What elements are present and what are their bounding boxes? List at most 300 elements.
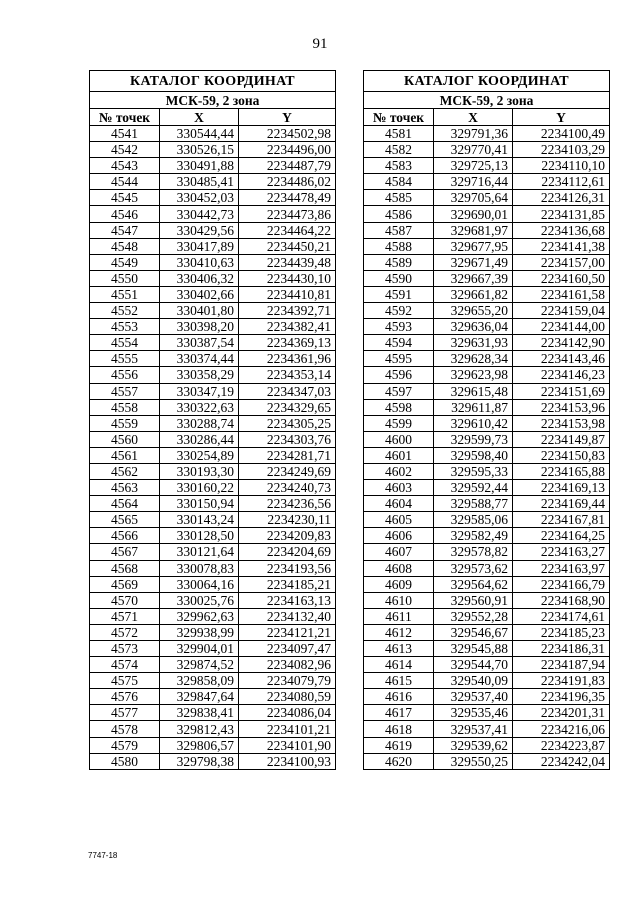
y-coordinate: 2234196,35 xyxy=(513,689,610,705)
point-number: 4552 xyxy=(90,303,160,319)
table-row xyxy=(90,737,336,753)
x-coordinate: 329592,44 xyxy=(434,480,513,496)
x-coordinate: 330387,54 xyxy=(160,335,239,351)
y-coordinate: 2234082,96 xyxy=(239,657,336,673)
x-coordinate: 330128,50 xyxy=(160,528,239,544)
x-coordinate: 329540,09 xyxy=(434,673,513,689)
y-coordinate: 2234410,81 xyxy=(239,286,336,302)
point-number: 4619 xyxy=(364,737,434,753)
table-row xyxy=(364,303,610,319)
table-row xyxy=(364,190,610,206)
table-row xyxy=(90,463,336,479)
x-coordinate: 330322,63 xyxy=(160,399,239,415)
x-coordinate: 329677,95 xyxy=(434,238,513,254)
y-coordinate: 2234101,90 xyxy=(239,737,336,753)
x-coordinate: 329716,44 xyxy=(434,174,513,190)
point-number: 4562 xyxy=(90,463,160,479)
x-coordinate: 329705,64 xyxy=(434,190,513,206)
x-coordinate: 330078,83 xyxy=(160,560,239,576)
column-header-point: № точек xyxy=(364,109,434,126)
point-number: 4558 xyxy=(90,399,160,415)
y-coordinate: 2234161,58 xyxy=(513,286,610,302)
table-row xyxy=(364,126,610,142)
point-number: 4596 xyxy=(364,367,434,383)
y-coordinate: 2234163,97 xyxy=(513,560,610,576)
table-row xyxy=(90,721,336,737)
y-coordinate: 2234112,61 xyxy=(513,174,610,190)
y-coordinate: 2234159,04 xyxy=(513,303,610,319)
point-number: 4616 xyxy=(364,689,434,705)
point-number: 4583 xyxy=(364,158,434,174)
y-coordinate: 2234201,31 xyxy=(513,705,610,721)
table-row xyxy=(90,206,336,222)
point-number: 4575 xyxy=(90,673,160,689)
y-coordinate: 2234186,31 xyxy=(513,641,610,657)
table-row xyxy=(90,528,336,544)
point-number: 4564 xyxy=(90,496,160,512)
table-row xyxy=(364,512,610,528)
y-coordinate: 2234160,50 xyxy=(513,270,610,286)
point-number: 4620 xyxy=(364,753,434,769)
x-coordinate: 329544,70 xyxy=(434,657,513,673)
y-coordinate: 2234164,25 xyxy=(513,528,610,544)
table-row xyxy=(90,286,336,302)
page-number: 91 xyxy=(312,36,328,52)
x-coordinate: 329535,46 xyxy=(434,705,513,721)
table-row xyxy=(364,254,610,270)
y-coordinate: 2234136,68 xyxy=(513,222,610,238)
table-row xyxy=(90,576,336,592)
point-number: 4551 xyxy=(90,286,160,302)
y-coordinate: 2234486,02 xyxy=(239,174,336,190)
point-number: 4549 xyxy=(90,254,160,270)
point-number: 4580 xyxy=(90,753,160,769)
x-coordinate: 329598,40 xyxy=(434,447,513,463)
point-number: 4600 xyxy=(364,431,434,447)
table-row xyxy=(364,174,610,190)
y-coordinate: 2234121,21 xyxy=(239,624,336,640)
column-header-y: Y xyxy=(513,109,610,126)
point-number: 4606 xyxy=(364,528,434,544)
point-number: 4612 xyxy=(364,624,434,640)
table-row xyxy=(364,528,610,544)
y-coordinate: 2234240,73 xyxy=(239,480,336,496)
table-row xyxy=(364,286,610,302)
y-coordinate: 2234502,98 xyxy=(239,126,336,142)
point-number: 4559 xyxy=(90,415,160,431)
point-number: 4590 xyxy=(364,270,434,286)
point-number: 4576 xyxy=(90,689,160,705)
x-coordinate: 330025,76 xyxy=(160,592,239,608)
x-coordinate: 329539,62 xyxy=(434,737,513,753)
point-number: 4597 xyxy=(364,383,434,399)
y-coordinate: 2234216,06 xyxy=(513,721,610,737)
y-coordinate: 2234100,49 xyxy=(513,126,610,142)
table-row xyxy=(364,560,610,576)
x-coordinate: 329623,98 xyxy=(434,367,513,383)
y-coordinate: 2234369,13 xyxy=(239,335,336,351)
y-coordinate: 2234496,00 xyxy=(239,142,336,158)
x-coordinate: 330402,66 xyxy=(160,286,239,302)
table-row xyxy=(364,335,610,351)
point-number: 4557 xyxy=(90,383,160,399)
catalog-title: КАТАЛОГ КООРДИНАТ xyxy=(364,71,610,92)
y-coordinate: 2234353,14 xyxy=(239,367,336,383)
x-coordinate: 330286,44 xyxy=(160,431,239,447)
table-row xyxy=(90,512,336,528)
y-coordinate: 2234464,22 xyxy=(239,222,336,238)
point-number: 4565 xyxy=(90,512,160,528)
table-row xyxy=(364,624,610,640)
point-number: 4591 xyxy=(364,286,434,302)
x-coordinate: 329578,82 xyxy=(434,544,513,560)
y-coordinate: 2234149,87 xyxy=(513,431,610,447)
coordinate-catalog-left xyxy=(89,70,336,770)
x-coordinate: 329636,04 xyxy=(434,319,513,335)
y-coordinate: 2234150,83 xyxy=(513,447,610,463)
y-coordinate: 2234204,69 xyxy=(239,544,336,560)
column-header-y: Y xyxy=(239,109,336,126)
point-number: 4592 xyxy=(364,303,434,319)
table-row xyxy=(90,480,336,496)
table-row xyxy=(364,238,610,254)
y-coordinate: 2234473,86 xyxy=(239,206,336,222)
point-number: 4584 xyxy=(364,174,434,190)
y-coordinate: 2234167,81 xyxy=(513,512,610,528)
x-coordinate: 329847,64 xyxy=(160,689,239,705)
y-coordinate: 2234132,40 xyxy=(239,608,336,624)
table-row xyxy=(364,319,610,335)
table-row xyxy=(364,544,610,560)
x-coordinate: 329904,01 xyxy=(160,641,239,657)
point-number: 4574 xyxy=(90,657,160,673)
table-row xyxy=(90,222,336,238)
y-coordinate: 2234146,23 xyxy=(513,367,610,383)
x-coordinate: 329537,41 xyxy=(434,721,513,737)
y-coordinate: 2234361,96 xyxy=(239,351,336,367)
y-coordinate: 2234382,41 xyxy=(239,319,336,335)
x-coordinate: 329595,33 xyxy=(434,463,513,479)
x-coordinate: 329962,63 xyxy=(160,608,239,624)
y-coordinate: 2234110,10 xyxy=(513,158,610,174)
y-coordinate: 2234347,03 xyxy=(239,383,336,399)
x-coordinate: 330160,22 xyxy=(160,480,239,496)
table-row xyxy=(90,431,336,447)
table-row xyxy=(90,657,336,673)
y-coordinate: 2234249,69 xyxy=(239,463,336,479)
point-number: 4609 xyxy=(364,576,434,592)
point-number: 4610 xyxy=(364,592,434,608)
point-number: 4599 xyxy=(364,415,434,431)
point-number: 4607 xyxy=(364,544,434,560)
table-row xyxy=(90,753,336,769)
y-coordinate: 2234305,25 xyxy=(239,415,336,431)
x-coordinate: 329725,13 xyxy=(434,158,513,174)
y-coordinate: 2234236,56 xyxy=(239,496,336,512)
x-coordinate: 329615,48 xyxy=(434,383,513,399)
point-number: 4588 xyxy=(364,238,434,254)
table-row xyxy=(90,624,336,640)
point-number: 4598 xyxy=(364,399,434,415)
point-number: 4585 xyxy=(364,190,434,206)
y-coordinate: 2234101,21 xyxy=(239,721,336,737)
point-number: 4618 xyxy=(364,721,434,737)
y-coordinate: 2234163,13 xyxy=(239,592,336,608)
table-row xyxy=(364,737,610,753)
table-row xyxy=(364,270,610,286)
table-row xyxy=(364,592,610,608)
point-number: 4568 xyxy=(90,560,160,576)
point-number: 4571 xyxy=(90,608,160,624)
y-coordinate: 2234168,90 xyxy=(513,592,610,608)
x-coordinate: 329550,25 xyxy=(434,753,513,769)
y-coordinate: 2234079,79 xyxy=(239,673,336,689)
y-coordinate: 2234185,23 xyxy=(513,624,610,640)
x-coordinate: 330401,80 xyxy=(160,303,239,319)
point-number: 4573 xyxy=(90,641,160,657)
y-coordinate: 2234187,94 xyxy=(513,657,610,673)
table-row xyxy=(90,335,336,351)
table-row xyxy=(90,190,336,206)
y-coordinate: 2234193,56 xyxy=(239,560,336,576)
y-coordinate: 2234126,31 xyxy=(513,190,610,206)
x-coordinate: 329661,82 xyxy=(434,286,513,302)
x-coordinate: 329812,43 xyxy=(160,721,239,737)
point-number: 4566 xyxy=(90,528,160,544)
x-coordinate: 329537,40 xyxy=(434,689,513,705)
x-coordinate: 330544,44 xyxy=(160,126,239,142)
table-row xyxy=(364,158,610,174)
y-coordinate: 2234230,11 xyxy=(239,512,336,528)
x-coordinate: 330485,41 xyxy=(160,174,239,190)
point-number: 4542 xyxy=(90,142,160,158)
point-number: 4556 xyxy=(90,367,160,383)
point-number: 4544 xyxy=(90,174,160,190)
x-coordinate: 329611,87 xyxy=(434,399,513,415)
x-coordinate: 330143,24 xyxy=(160,512,239,528)
point-number: 4554 xyxy=(90,335,160,351)
table-row xyxy=(90,238,336,254)
y-coordinate: 2234174,61 xyxy=(513,608,610,624)
x-coordinate: 330452,03 xyxy=(160,190,239,206)
x-coordinate: 330374,44 xyxy=(160,351,239,367)
point-number: 4614 xyxy=(364,657,434,673)
table-row xyxy=(90,383,336,399)
x-coordinate: 329599,73 xyxy=(434,431,513,447)
x-coordinate: 330442,73 xyxy=(160,206,239,222)
table-body-right xyxy=(364,126,610,770)
point-number: 4587 xyxy=(364,222,434,238)
point-number: 4581 xyxy=(364,126,434,142)
column-header-x: X xyxy=(434,109,513,126)
point-number: 4603 xyxy=(364,480,434,496)
x-coordinate: 329628,34 xyxy=(434,351,513,367)
table-row xyxy=(364,705,610,721)
y-coordinate: 2234080,59 xyxy=(239,689,336,705)
point-number: 4578 xyxy=(90,721,160,737)
point-number: 4543 xyxy=(90,158,160,174)
y-coordinate: 2234478,49 xyxy=(239,190,336,206)
point-number: 4615 xyxy=(364,673,434,689)
x-coordinate: 329681,97 xyxy=(434,222,513,238)
table-row xyxy=(364,721,610,737)
table-row xyxy=(364,383,610,399)
table-row xyxy=(364,753,610,769)
point-number: 4594 xyxy=(364,335,434,351)
x-coordinate: 329690,01 xyxy=(434,206,513,222)
point-number: 4604 xyxy=(364,496,434,512)
x-coordinate: 329573,62 xyxy=(434,560,513,576)
table-row xyxy=(90,303,336,319)
table-row xyxy=(90,142,336,158)
table-row xyxy=(90,158,336,174)
y-coordinate: 2234392,71 xyxy=(239,303,336,319)
column-header-x: X xyxy=(160,109,239,126)
point-number: 4589 xyxy=(364,254,434,270)
y-coordinate: 2234151,69 xyxy=(513,383,610,399)
point-number: 4569 xyxy=(90,576,160,592)
y-coordinate: 2234100,93 xyxy=(239,753,336,769)
x-coordinate: 329858,09 xyxy=(160,673,239,689)
table-row xyxy=(364,367,610,383)
x-coordinate: 330254,89 xyxy=(160,447,239,463)
table-row xyxy=(364,689,610,705)
table-row xyxy=(90,689,336,705)
point-number: 4605 xyxy=(364,512,434,528)
coordinate-system: МСК-59, 2 зона xyxy=(364,92,610,109)
table-row xyxy=(364,576,610,592)
table-row xyxy=(90,270,336,286)
y-coordinate: 2234141,38 xyxy=(513,238,610,254)
table-row xyxy=(364,447,610,463)
y-coordinate: 2234450,21 xyxy=(239,238,336,254)
point-number: 4541 xyxy=(90,126,160,142)
table-row xyxy=(90,705,336,721)
x-coordinate: 330406,32 xyxy=(160,270,239,286)
y-coordinate: 2234163,27 xyxy=(513,544,610,560)
x-coordinate: 329564,62 xyxy=(434,576,513,592)
x-coordinate: 329938,99 xyxy=(160,624,239,640)
table-row xyxy=(364,222,610,238)
table-row xyxy=(364,463,610,479)
point-number: 4553 xyxy=(90,319,160,335)
point-number: 4602 xyxy=(364,463,434,479)
point-number: 4613 xyxy=(364,641,434,657)
table-row xyxy=(90,496,336,512)
point-number: 4560 xyxy=(90,431,160,447)
table-row xyxy=(364,673,610,689)
table-row xyxy=(90,592,336,608)
point-number: 4567 xyxy=(90,544,160,560)
table-row xyxy=(90,399,336,415)
y-coordinate: 2234487,79 xyxy=(239,158,336,174)
x-coordinate: 329655,20 xyxy=(434,303,513,319)
document-code: 7747-18 xyxy=(88,851,118,860)
y-coordinate: 2234329,65 xyxy=(239,399,336,415)
y-coordinate: 2234242,04 xyxy=(513,753,610,769)
point-number: 4595 xyxy=(364,351,434,367)
catalog-title: КАТАЛОГ КООРДИНАТ xyxy=(90,71,336,92)
table-row xyxy=(90,560,336,576)
x-coordinate: 330288,74 xyxy=(160,415,239,431)
x-coordinate: 329582,49 xyxy=(434,528,513,544)
table-row xyxy=(90,319,336,335)
x-coordinate: 329560,91 xyxy=(434,592,513,608)
x-coordinate: 329552,28 xyxy=(434,608,513,624)
x-coordinate: 330064,16 xyxy=(160,576,239,592)
x-coordinate: 329610,42 xyxy=(434,415,513,431)
x-coordinate: 330410,63 xyxy=(160,254,239,270)
table-row xyxy=(90,174,336,190)
point-number: 4563 xyxy=(90,480,160,496)
y-coordinate: 2234191,83 xyxy=(513,673,610,689)
x-coordinate: 330526,15 xyxy=(160,142,239,158)
column-header-point: № точек xyxy=(90,109,160,126)
table-row xyxy=(364,641,610,657)
point-number: 4572 xyxy=(90,624,160,640)
y-coordinate: 2234185,21 xyxy=(239,576,336,592)
x-coordinate: 330398,20 xyxy=(160,319,239,335)
point-number: 4561 xyxy=(90,447,160,463)
y-coordinate: 2234223,87 xyxy=(513,737,610,753)
y-coordinate: 2234439,48 xyxy=(239,254,336,270)
x-coordinate: 330347,19 xyxy=(160,383,239,399)
point-number: 4577 xyxy=(90,705,160,721)
x-coordinate: 329838,41 xyxy=(160,705,239,721)
x-coordinate: 330193,30 xyxy=(160,463,239,479)
coordinate-catalog-right xyxy=(363,70,610,770)
table-row xyxy=(90,126,336,142)
table-row xyxy=(90,608,336,624)
point-number: 4593 xyxy=(364,319,434,335)
x-coordinate: 330358,29 xyxy=(160,367,239,383)
point-number: 4611 xyxy=(364,608,434,624)
x-coordinate: 330417,89 xyxy=(160,238,239,254)
x-coordinate: 329806,57 xyxy=(160,737,239,753)
x-coordinate: 329667,39 xyxy=(434,270,513,286)
y-coordinate: 2234165,88 xyxy=(513,463,610,479)
point-number: 4570 xyxy=(90,592,160,608)
point-number: 4550 xyxy=(90,270,160,286)
x-coordinate: 330121,64 xyxy=(160,544,239,560)
table-row xyxy=(90,415,336,431)
table-row xyxy=(364,415,610,431)
table-row xyxy=(90,447,336,463)
point-number: 4545 xyxy=(90,190,160,206)
table-row xyxy=(364,351,610,367)
point-number: 4555 xyxy=(90,351,160,367)
x-coordinate: 329545,88 xyxy=(434,641,513,657)
y-coordinate: 2234143,46 xyxy=(513,351,610,367)
y-coordinate: 2234153,96 xyxy=(513,399,610,415)
y-coordinate: 2234169,44 xyxy=(513,496,610,512)
y-coordinate: 2234153,98 xyxy=(513,415,610,431)
x-coordinate: 329791,36 xyxy=(434,126,513,142)
y-coordinate: 2234086,04 xyxy=(239,705,336,721)
y-coordinate: 2234103,29 xyxy=(513,142,610,158)
table-body-left xyxy=(90,126,336,770)
point-number: 4586 xyxy=(364,206,434,222)
y-coordinate: 2234430,10 xyxy=(239,270,336,286)
table-row xyxy=(90,673,336,689)
table-row xyxy=(364,657,610,673)
y-coordinate: 2234097,47 xyxy=(239,641,336,657)
y-coordinate: 2234142,90 xyxy=(513,335,610,351)
x-coordinate: 329874,52 xyxy=(160,657,239,673)
x-coordinate: 329798,38 xyxy=(160,753,239,769)
y-coordinate: 2234209,83 xyxy=(239,528,336,544)
x-coordinate: 329588,77 xyxy=(434,496,513,512)
